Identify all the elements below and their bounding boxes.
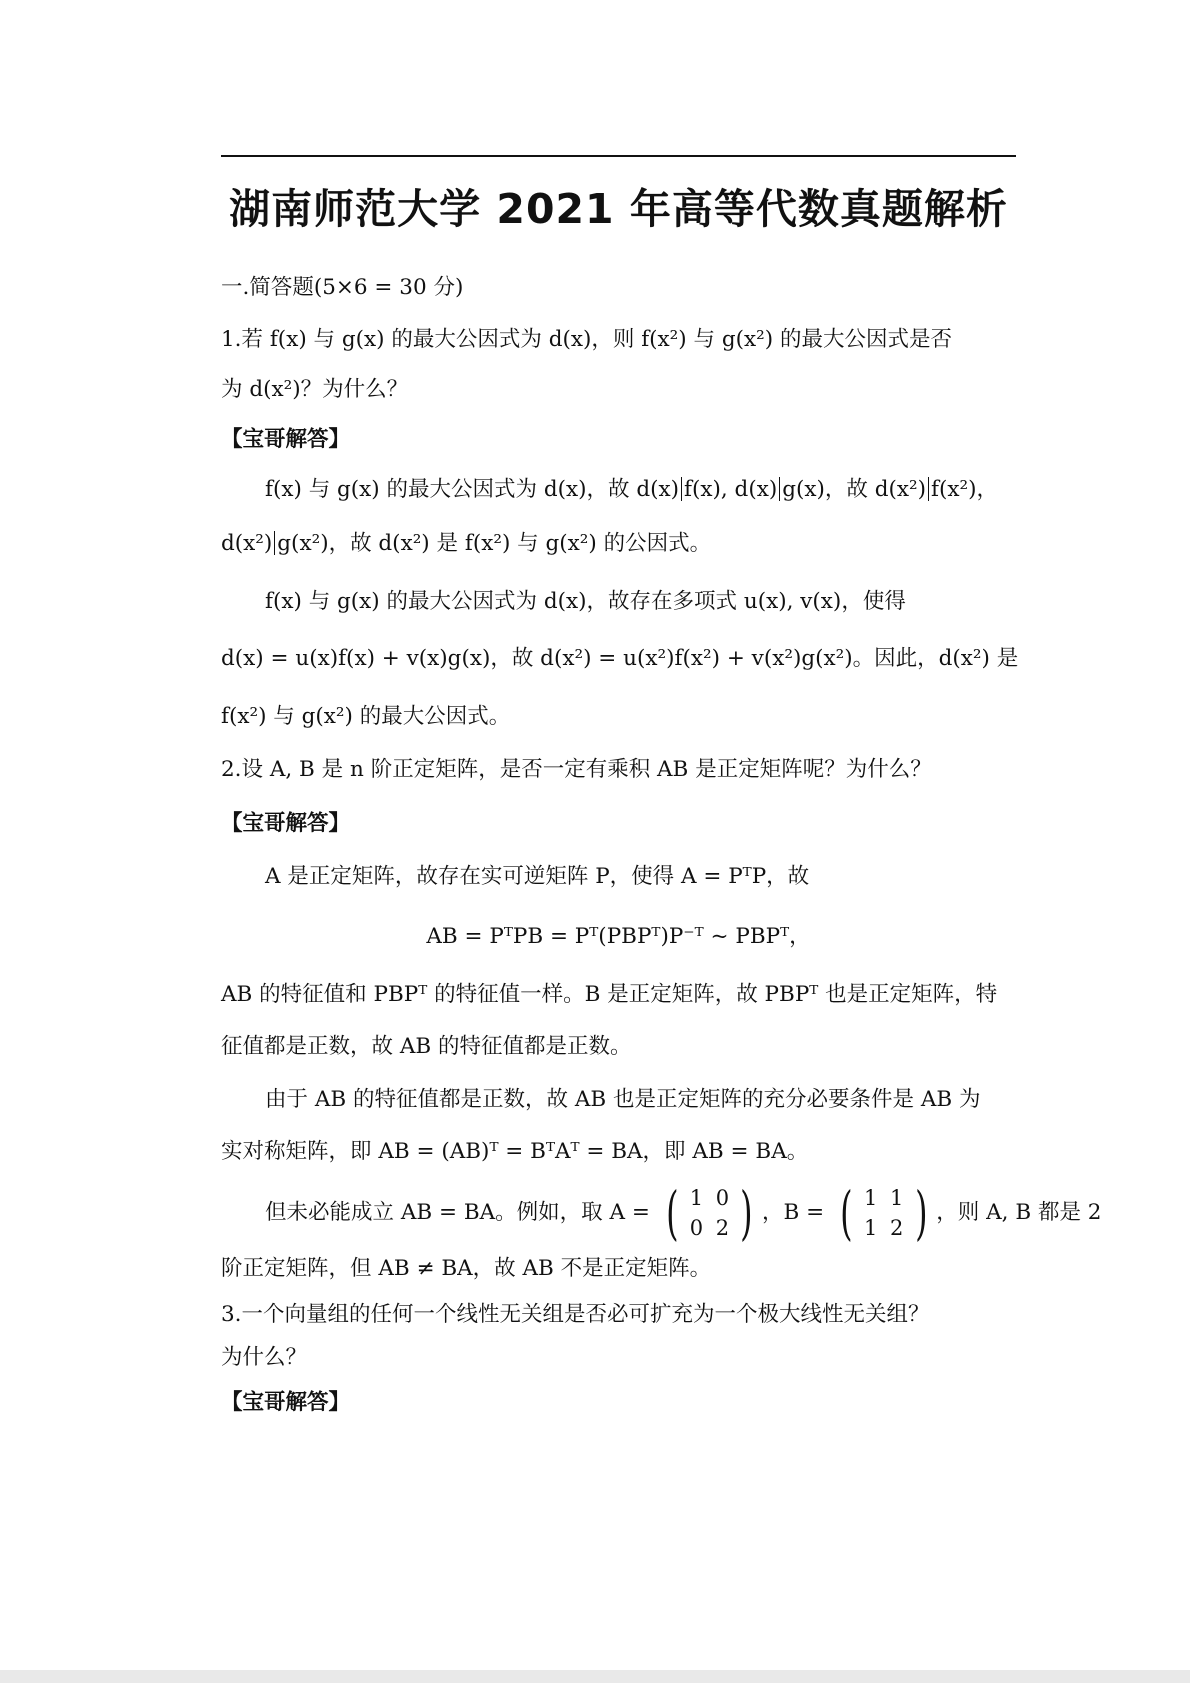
- q1-a2-pre: d(x²): [221, 531, 273, 556]
- matrix-a-cell: 2: [715, 1216, 730, 1240]
- left-paren: (: [665, 1179, 679, 1247]
- q1-answer-line3: f(x) 与 g(x) 的最大公因式为 d(x)，故存在多项式 u(x), v(x)，使得: [265, 589, 906, 614]
- page-bottom-edge: [0, 1670, 1190, 1683]
- q1-a1-pre: f(x) 与 g(x) 的最大公因式为 d(x)，故 d(x): [265, 477, 680, 502]
- q1-a1-post: f(x²)，: [931, 477, 999, 502]
- q2-answer-line4: 征值都是正数，故 AB 的特征值都是正数。: [221, 1034, 632, 1059]
- q2-answer-label: 【宝哥解答】: [221, 811, 351, 836]
- divides-bar: [779, 477, 780, 501]
- q3-answer-label: 【宝哥解答】: [221, 1390, 351, 1415]
- q1-a1-mid2: g(x)，故 d(x²): [782, 477, 927, 502]
- right-paren: ): [740, 1179, 753, 1247]
- q2-answer-line3: AB 的特征值和 PBPᵀ 的特征值一样。B 是正定矩阵，故 PBPᵀ 也是正定矩阵，特: [221, 982, 998, 1007]
- q2-line1: 2.设 A, B 是 n 阶正定矩阵，是否一定有乘积 AB 是正定矩阵呢？为什么？: [221, 757, 932, 782]
- q3-line2: 为什么？: [221, 1345, 308, 1370]
- q2-answer-line1: A 是正定矩阵，故存在实可逆矩阵 P，使得 A = PᵀP，故: [265, 864, 810, 889]
- q1-line2: 为 d(x²)？为什么？: [221, 377, 409, 402]
- q1-answer-label: 【宝哥解答】: [221, 427, 351, 452]
- divides-bar: [681, 477, 682, 501]
- q2-a7-mid: ，B =: [762, 1200, 825, 1225]
- matrix-b-cell: 2: [889, 1216, 904, 1240]
- q1-answer-line2: [221, 529, 1021, 559]
- divides-bar: [928, 477, 929, 501]
- q1-a2-post: g(x²)，故 d(x²) 是 f(x²) 与 g(x²) 的公因式。: [277, 531, 712, 556]
- matrix-a: [661, 1179, 758, 1247]
- matrix-b-cell: 1: [863, 1186, 878, 1210]
- top-rule: [221, 155, 1016, 157]
- q1-a1-mid1: f(x), d(x): [684, 477, 778, 502]
- q2-a7-post: ，则 A, B 都是 2: [936, 1200, 1102, 1225]
- q2-answer-line6: 实对称矩阵，即 AB = (AB)ᵀ = BᵀAᵀ = BA，即 AB = BA。: [221, 1139, 809, 1164]
- section-heading: 一.简答题(5×6 = 30 分): [221, 275, 464, 300]
- matrix-b-cell: 1: [863, 1216, 878, 1240]
- q2-a7-pre: 但未必能成立 AB = BA。例如，取 A =: [265, 1200, 650, 1225]
- q1-answer-line4: d(x) = u(x)f(x) + v(x)g(x)，故 d(x²) = u(x²)f(x²) + v(x²)g(x²)。因此，d(x²) 是: [221, 646, 1019, 671]
- q1-answer-line1: [265, 475, 1065, 505]
- matrix-a-cell: 1: [689, 1186, 704, 1210]
- q1-line1: 1.若 f(x) 与 g(x) 的最大公因式为 d(x)，则 f(x²) 与 g(x²) 的最大公因式是否: [221, 327, 952, 352]
- right-paren: ): [914, 1179, 928, 1247]
- matrix-b: [835, 1179, 932, 1247]
- matrix-b-cell: 1: [889, 1186, 904, 1210]
- divides-bar: [274, 531, 275, 555]
- page-title: 湖南师范大学 2021 年高等代数真题解析: [229, 185, 1008, 233]
- q2-answer-line8: 阶正定矩阵，但 AB ≠ BA，故 AB 不是正定矩阵。: [221, 1256, 712, 1281]
- q2-answer-formula: AB = PᵀPB = Pᵀ(PBPᵀ)P⁻ᵀ ~ PBPᵀ，: [426, 924, 811, 949]
- matrix-a-cell: 0: [715, 1186, 730, 1210]
- matrix-a-cell: 0: [689, 1216, 704, 1240]
- left-paren: (: [840, 1179, 853, 1247]
- q1-answer-line5: f(x²) 与 g(x²) 的最大公因式。: [221, 704, 511, 729]
- q3-line1: 3.一个向量组的任何一个线性无关组是否必可扩充为一个极大线性无关组？: [221, 1302, 930, 1327]
- q2-answer-line7: [265, 1179, 1102, 1247]
- q2-answer-line5: 由于 AB 的特征值都是正数，故 AB 也是正定矩阵的充分必要条件是 AB 为: [265, 1087, 981, 1112]
